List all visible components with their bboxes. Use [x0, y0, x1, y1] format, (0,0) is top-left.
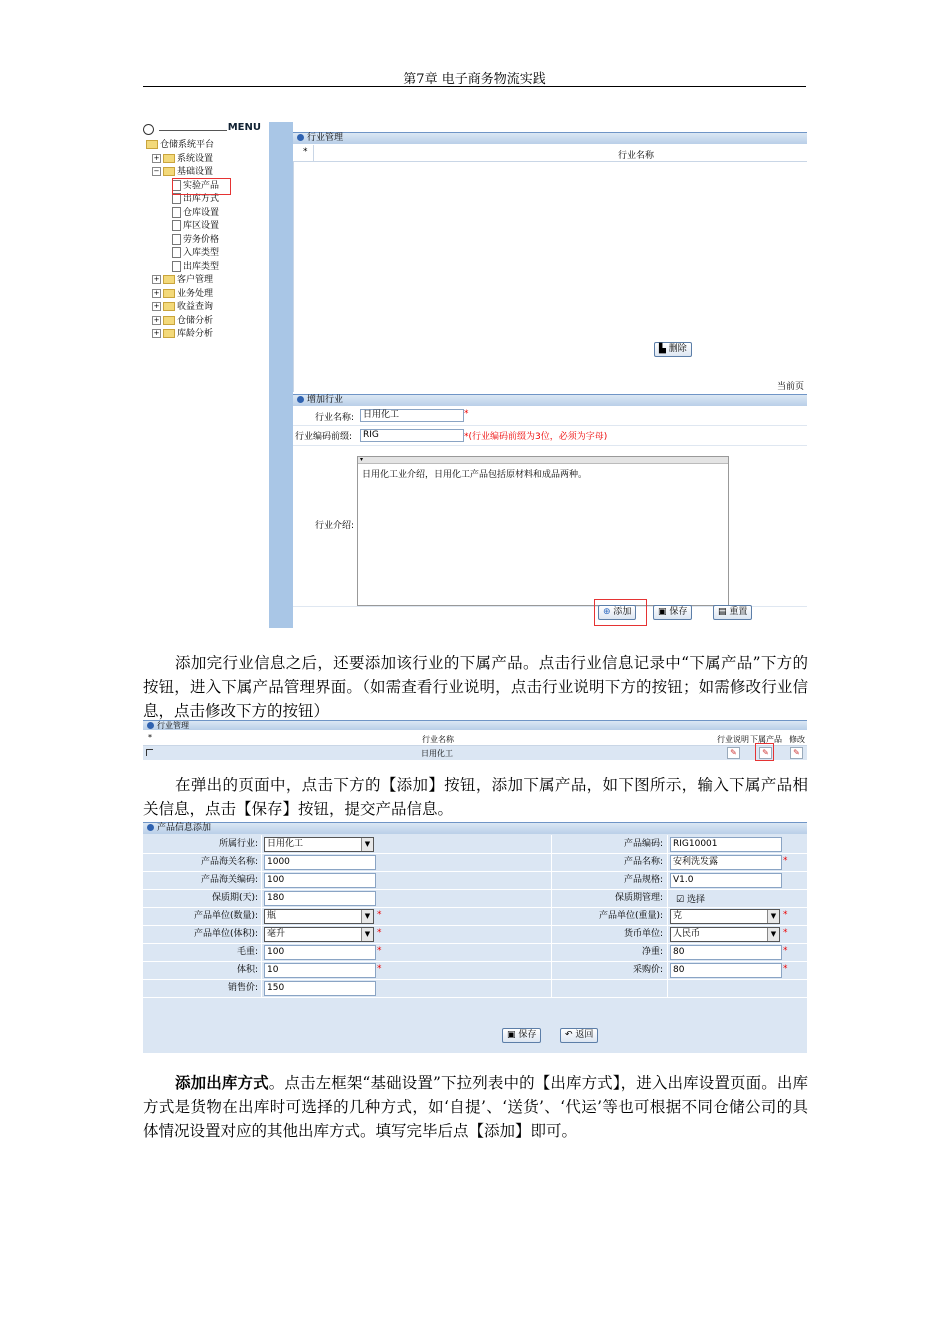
header-rule	[143, 86, 806, 87]
col-star: *	[303, 147, 308, 157]
required-mark: *	[783, 946, 788, 956]
select-value: 克	[673, 911, 683, 921]
back-icon: ↶	[565, 1030, 573, 1040]
required-mark: *	[783, 910, 788, 920]
menu-collapse-icon[interactable]	[143, 124, 154, 135]
menu-item-label: 仓库设置	[183, 207, 220, 218]
collapse-icon[interactable]: −	[153, 167, 160, 175]
menu-item[interactable]	[146, 247, 268, 261]
field-input[interactable]: 1000	[264, 855, 376, 870]
industry-intro-text: 日用化工业介绍，日用化工产品包括原材料和成品两种。	[362, 470, 588, 480]
menu-divider	[159, 130, 227, 131]
menu-item[interactable]	[146, 288, 268, 302]
paragraph-text: 在弹出的页面中，点击下方的【添加】按钮，添加下属产品，如下图所示，输入下属产品相关信息，点击【保存】按钮，提交产品信息。	[143, 776, 808, 818]
bullet-icon	[147, 722, 154, 729]
chevron-down-icon[interactable]: ▼	[767, 910, 779, 923]
floppy-icon: ▣	[658, 607, 667, 617]
screenshot-industry-row	[143, 720, 807, 760]
menu-item-label: 库区设置	[183, 221, 220, 231]
field-label: 产品单位(重量):	[598, 911, 663, 921]
required-mark: *	[783, 856, 788, 866]
expand-icon[interactable]: +	[153, 275, 160, 283]
menu-item-label: 收益查询	[177, 302, 214, 312]
add-label: 添加	[613, 607, 632, 617]
chapter-header: 第7章 电子商务物流实践	[403, 72, 546, 87]
menu-item-label: 出库方式	[183, 194, 220, 204]
row-checkbox[interactable]	[146, 749, 153, 756]
folder-icon	[163, 275, 175, 284]
industry-code-input[interactable]: RIG	[360, 429, 464, 442]
add-section-title: 增加行业	[307, 395, 344, 405]
expand-icon[interactable]: +	[153, 315, 160, 324]
field-input[interactable]: 80	[670, 945, 782, 960]
menu-item-label: 库龄分析	[177, 329, 214, 339]
field-label: 产品名称:	[623, 857, 663, 867]
industry-name-input[interactable]: 日用化工	[360, 409, 464, 422]
product-add-title: 产品信息添加	[157, 823, 212, 833]
field-label: 保质期(天):	[211, 893, 258, 903]
required-mark: *	[377, 928, 382, 938]
field-select[interactable]	[670, 909, 780, 924]
field-input[interactable]: 10	[264, 963, 376, 978]
product-form	[143, 835, 807, 999]
required-mark: *	[783, 928, 788, 938]
select-value: 瓶	[267, 911, 277, 921]
chevron-down-icon[interactable]: ▼	[361, 910, 373, 923]
highlight-box-product	[172, 178, 231, 195]
col-edit: 修改	[789, 735, 805, 744]
field-input[interactable]: RIG10001	[670, 837, 782, 852]
menu-item[interactable]	[146, 207, 268, 221]
page-icon	[172, 247, 181, 258]
chevron-down-icon[interactable]: ▼	[767, 928, 779, 941]
col-industry-desc: 行业说明	[717, 735, 749, 744]
field-input[interactable]: 安利洗发露	[670, 855, 782, 870]
right-frame	[293, 122, 807, 628]
industry-name-label: 行业名称:	[315, 413, 355, 423]
expand-icon[interactable]: +	[153, 329, 160, 337]
menu-item-label: 实验产品	[183, 180, 220, 191]
select-value: 毫升	[267, 929, 286, 939]
editor-toolbar: ▾	[358, 457, 728, 464]
field-label: 货币单位:	[623, 929, 663, 939]
table-header	[293, 145, 807, 162]
row-industry-name: 日用化工	[421, 749, 453, 758]
section-title: 行业管理	[307, 133, 344, 143]
menu-item[interactable]	[146, 153, 268, 167]
industry-row-header	[143, 720, 807, 730]
field-label: 产品编码:	[623, 839, 663, 849]
col-star: *	[148, 733, 152, 742]
industry-row-title: 行业管理	[157, 721, 189, 730]
folder-icon	[163, 302, 175, 311]
product-back-label: 返回	[575, 1030, 594, 1040]
name-row	[293, 407, 807, 426]
paragraph-bold-lead: 添加出库方式	[175, 1073, 269, 1092]
paragraph-text: 。点击左框架“基础设置”下拉列表中的【出库方式】，进入出库设置页面。出库方式是货物在出库时可选择的几种方式，如‘自提’、‘送货’、‘代运’等也可根据不同仓储公司的具体情况设置对应的其他出库方式。填写完毕后点【添加】即可。	[143, 1074, 808, 1140]
add-button[interactable]	[598, 605, 636, 620]
menu-item-label: 仓储分析	[177, 315, 214, 326]
menu-panel	[143, 122, 270, 628]
reset-icon: ▤	[718, 607, 727, 617]
add-icon: ⊕	[603, 607, 611, 617]
delete-button[interactable]	[654, 342, 692, 357]
menu-item-label: 基础设置	[177, 167, 214, 177]
frame-splitter[interactable]	[269, 122, 293, 628]
menu-item-label: 入库类型	[183, 248, 220, 258]
field-label: 产品规格:	[623, 875, 663, 885]
paragraph-sub-products	[143, 651, 808, 723]
product-add-header	[143, 822, 807, 834]
expand-icon[interactable]: +	[153, 288, 160, 297]
menu-item[interactable]	[146, 274, 268, 288]
table-body	[293, 162, 807, 392]
industry-intro-textarea[interactable]	[357, 456, 729, 606]
menu-item[interactable]	[146, 261, 268, 275]
column-divider	[261, 835, 262, 997]
product-save-label: 保存	[518, 1030, 537, 1040]
save-label: 保存	[669, 607, 688, 617]
paragraph-outbound-method	[143, 1071, 808, 1143]
delete-label: 删除	[668, 344, 687, 354]
industry-row-columns	[143, 731, 807, 746]
screenshot-product-add	[143, 822, 807, 1053]
menu-item[interactable]	[146, 315, 268, 329]
select-value: 日用化工	[267, 839, 304, 849]
checkbox-icon[interactable]: ☑	[676, 895, 687, 905]
chevron-down-icon[interactable]: ▼	[361, 928, 373, 941]
field-label: 净重:	[641, 947, 663, 957]
required-mark: *	[377, 946, 382, 956]
save-button[interactable]	[653, 605, 692, 620]
chevron-down-icon[interactable]: ▼	[361, 838, 373, 851]
current-page-label: 当前页	[777, 382, 805, 392]
field-input[interactable]: 100	[264, 945, 376, 960]
required-mark: *	[464, 409, 469, 419]
field-input[interactable]: 100	[264, 873, 376, 888]
reset-label: 重置	[729, 607, 748, 617]
select-value: 人民币	[673, 929, 701, 939]
page-icon	[172, 234, 181, 245]
field-select[interactable]	[264, 837, 374, 852]
product-back-button[interactable]	[560, 1028, 598, 1043]
highlight-box-sub-product	[755, 743, 774, 761]
field-select[interactable]	[670, 927, 780, 942]
field-input[interactable]: 180	[264, 891, 376, 906]
menu-item-label: 系统设置	[177, 153, 214, 164]
field-select[interactable]	[264, 909, 374, 924]
menu-item-label: 客户管理	[177, 275, 214, 285]
col-industry-name: 行业名称	[422, 735, 454, 744]
paragraph-add-product	[143, 773, 808, 821]
bullet-icon	[147, 824, 154, 831]
folder-icon	[163, 316, 175, 325]
col-sub-products: 下属产品	[750, 735, 782, 744]
menu-item-label: 仓储系统平台	[160, 140, 215, 150]
menu-item[interactable]	[146, 139, 268, 153]
menu-item[interactable]	[146, 193, 268, 207]
col-industry-name: 行业名称	[618, 151, 655, 161]
col-divider	[313, 145, 314, 161]
column-divider	[667, 835, 668, 997]
expand-icon[interactable]: +	[153, 302, 160, 310]
paragraph-text: 添加完行业信息之后，还要添加该行业的下属产品。点击行业信息记录中“下属产品”下方的按钮，进入下属产品管理界面。（如需查看行业说明，点击行业说明下方的按钮；如需修改行业信息，点击修改下方的按钮）	[143, 654, 808, 720]
required-mark: *	[377, 910, 382, 920]
menu-item-label: 劳务价格	[183, 234, 220, 245]
field-label: 采购价:	[632, 965, 663, 975]
menu-item-label: 业务处理	[177, 288, 214, 299]
desc-edit-icon[interactable]: ✎	[727, 747, 740, 759]
menu-tree	[146, 139, 268, 342]
field-label: 产品单位(体积):	[193, 929, 258, 939]
modify-edit-icon[interactable]: ✎	[790, 747, 803, 759]
menu-title: MENU	[227, 122, 261, 133]
page-icon	[172, 220, 181, 231]
menu-item[interactable]	[146, 234, 268, 248]
checkbox-label: 选择	[686, 895, 705, 905]
folder-icon	[146, 140, 158, 149]
menu-bar	[143, 122, 269, 136]
delete-icon: ▙	[659, 344, 666, 354]
folder-icon	[163, 154, 175, 163]
required-mark: *	[377, 964, 382, 974]
field-input[interactable]: 80	[670, 963, 782, 978]
folder-icon	[163, 329, 175, 338]
field-label: 产品单位(数量):	[193, 911, 258, 921]
field-label: 产品海关名称:	[200, 857, 258, 867]
field-label: 销售价:	[227, 983, 258, 993]
menu-item-label: 出库类型	[183, 261, 220, 272]
required-mark: *	[783, 964, 788, 974]
product-save-button[interactable]	[502, 1028, 541, 1043]
code-row	[293, 425, 807, 446]
field-label: 所属行业:	[218, 839, 258, 849]
reset-button[interactable]	[713, 605, 752, 620]
industry-code-label: 行业编码前缀:	[295, 432, 353, 442]
code-hint: *(行业编码前缀为3位，必须为字母)	[464, 432, 608, 442]
shelf-life-checkbox[interactable]	[676, 892, 705, 905]
page-icon	[172, 261, 181, 272]
field-input[interactable]: V1.0	[670, 873, 782, 888]
section-header-add	[293, 394, 807, 406]
folder-icon	[163, 167, 175, 176]
expand-icon[interactable]: +	[153, 153, 160, 162]
field-input[interactable]: 150	[264, 981, 376, 996]
screenshot-industry-management	[143, 122, 807, 628]
folder-icon	[163, 289, 175, 298]
menu-item[interactable]	[146, 301, 268, 315]
industry-intro-label: 行业介绍:	[315, 521, 355, 531]
sub-product-edit-icon[interactable]: ✎	[759, 747, 772, 759]
section-header-industry	[293, 132, 807, 144]
page-icon	[172, 207, 181, 218]
industry-row	[143, 746, 807, 760]
field-select[interactable]	[264, 927, 374, 942]
field-label: 保质期管理:	[614, 893, 663, 903]
field-label: 产品海关编码:	[200, 875, 258, 885]
menu-item[interactable]	[146, 220, 268, 234]
floppy-icon: ▣	[507, 1030, 516, 1040]
bullet-icon	[297, 396, 304, 403]
menu-item[interactable]	[146, 328, 268, 342]
bullet-icon	[297, 134, 304, 141]
field-label: 毛重:	[236, 947, 258, 957]
field-label: 体积:	[236, 965, 258, 975]
